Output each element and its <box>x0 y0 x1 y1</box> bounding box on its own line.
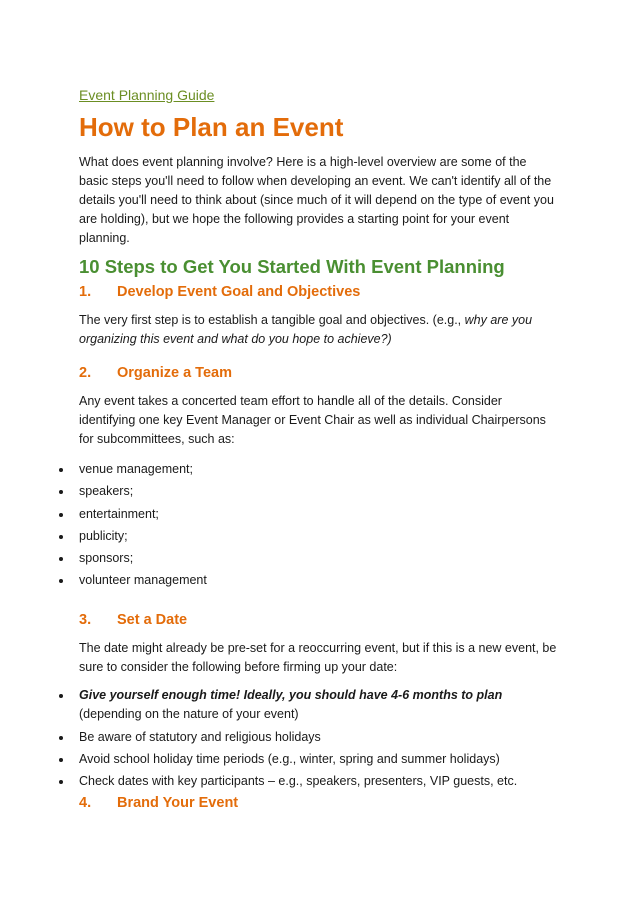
date-considerations-list <box>79 686 559 791</box>
subcommittee-list <box>79 460 559 590</box>
list-item: speakers; <box>79 482 559 501</box>
list-item: sponsors; <box>79 549 559 568</box>
step1-paragraph <box>79 311 559 349</box>
steps-heading: 10 Steps to Get You Started With Event Planning <box>79 256 505 277</box>
step2-heading <box>79 363 559 383</box>
list-item: entertainment; <box>79 505 559 524</box>
step1-title: Develop Event Goal and Objectives <box>117 284 361 300</box>
page-title: How to Plan an Event <box>79 112 344 142</box>
step3-title: Set a Date <box>117 612 188 629</box>
step4-heading <box>79 793 559 813</box>
list-item: Avoid school holiday time periods (e.g., winter, spring and summer holidays) <box>79 750 559 769</box>
step2-title: Organize a Team <box>117 365 232 381</box>
step2-paragraph: Any event takes a concerted team effort to handle all of the details. Consider identifying one key Event Manager or Event Chair as well as individual Chairpersons for subcommittees, such as: <box>79 394 546 446</box>
step1-number: 1. <box>79 284 92 300</box>
step2-number: 2. <box>79 365 92 381</box>
list-item: Be aware of statutory and religious holidays <box>79 728 559 747</box>
list-item: Check dates with key participants – e.g., speakers, presenters, VIP guests, etc. <box>79 772 559 791</box>
document-content <box>79 86 559 813</box>
step4-number: 4. <box>79 794 92 811</box>
list-item <box>79 686 559 724</box>
list-item: volunteer management <box>79 571 559 590</box>
step4-title: Brand Your Event <box>117 794 239 811</box>
step3-heading <box>79 610 559 630</box>
step3-number: 3. <box>79 612 92 629</box>
list-item: venue management; <box>79 460 559 479</box>
intro-paragraph: What does event planning involve? Here is a high-level overview are some of the basic steps you'll need to follow when developing an event. We can't identify all of the details you'll need to think about (since much of it will depend on the type of event you are holding), but we hope the following provides a starting point for your event planning. <box>79 155 554 245</box>
step1-body-plain: The very first step is to establish a tangible goal and objectives. (e.g., <box>79 313 465 327</box>
step1-body-italic: why are you organizing this event and what do you hope to achieve?) <box>79 313 533 346</box>
bullet-bold-text: Give yourself enough time! Ideally, you should have 4-6 months to plan <box>79 688 503 703</box>
step1-heading <box>79 282 559 302</box>
step3-paragraph: The date might already be pre-set for a reoccurring event, but if this is a new event, be sure to consider the following before firming up your date: <box>79 641 557 675</box>
list-item: publicity; <box>79 527 559 546</box>
bullet-rest-text: (depending on the nature of your event) <box>79 707 299 722</box>
guide-kicker-link[interactable]: Event Planning Guide <box>79 87 215 103</box>
